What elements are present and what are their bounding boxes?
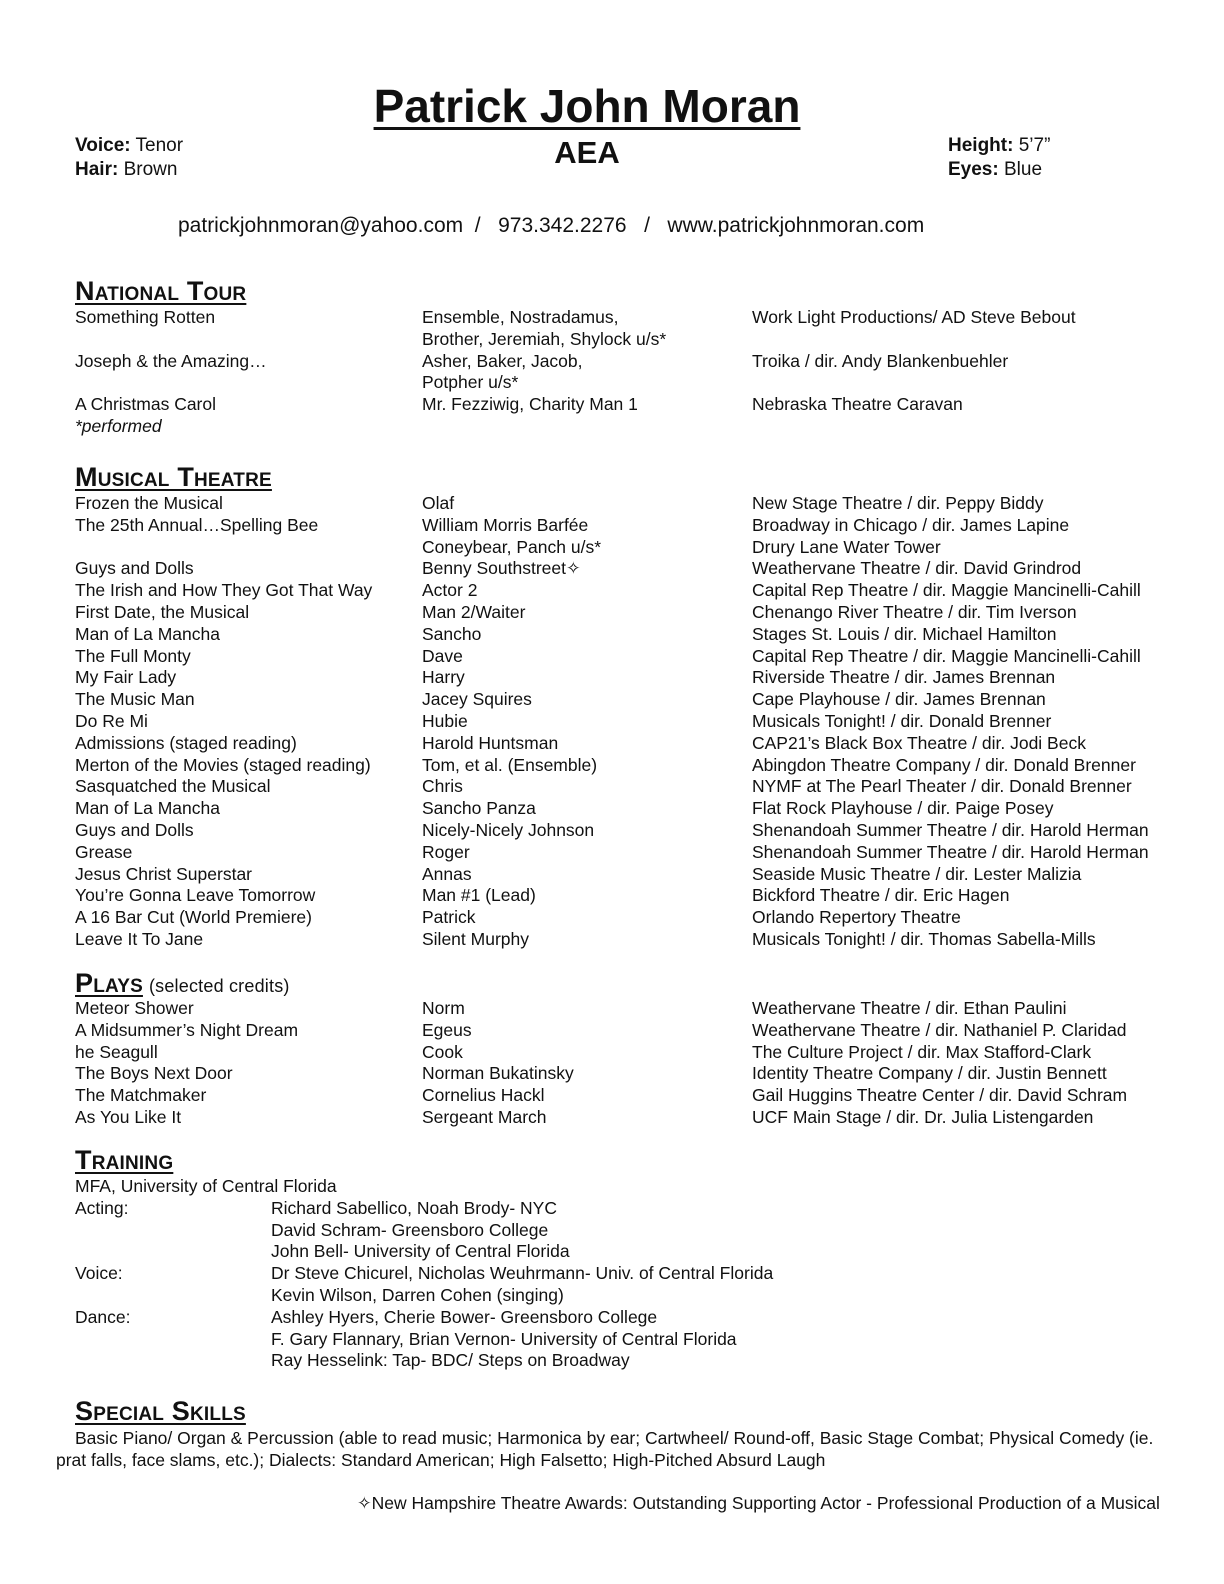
credit-show: Frozen the Musical	[75, 493, 223, 513]
table-row	[75, 1020, 1175, 1042]
credit-show: First Date, the Musical	[75, 601, 250, 622]
credit-show: The Full Monty	[75, 645, 191, 666]
credit-role: Jacey Squires	[422, 689, 532, 710]
table-row	[75, 842, 1175, 864]
credit-company: CAP21’s Black Box Theatre / dir. Jodi Beck	[752, 732, 1086, 753]
table-row	[75, 646, 1175, 668]
credit-show: Man of La Mancha	[75, 623, 220, 644]
credit-company: Capital Rep Theatre / dir. Maggie Mancinelli-Cahill	[752, 580, 1141, 601]
credit-role: Sergeant March	[422, 1106, 547, 1127]
training-label: Dance:	[75, 1306, 131, 1327]
credit-show: Guys and Dolls	[75, 558, 194, 579]
credit-show: he Seagull	[75, 1041, 158, 1062]
table-row	[75, 1042, 1175, 1064]
credit-role: Roger	[422, 841, 470, 862]
eyes-stat: Eyes: Blue	[948, 159, 1043, 180]
credit-show: Man of La Mancha	[75, 798, 220, 819]
stats-left	[75, 134, 183, 182]
training-row	[75, 1328, 737, 1351]
credit-show: Jesus Christ Superstar	[75, 863, 253, 884]
credit-show: Grease	[75, 841, 133, 862]
credit-show: My Fair Lady	[75, 667, 177, 688]
credit-company: Weathervane Theatre / dir. Nathaniel P. Claridad	[752, 1019, 1127, 1040]
credit-role: Harry	[422, 667, 465, 688]
credit-role: Olaf	[422, 493, 455, 513]
table-row	[75, 907, 1175, 929]
contact-line[interactable]: patrickjohnmoran@yahoo.com / 973.342.2276 / www.patrickjohnmoran.com	[178, 214, 925, 237]
credit-role: Egeus	[422, 1019, 472, 1040]
table-row	[75, 864, 1175, 886]
credit-company: New Stage Theatre / dir. Peppy Biddy	[752, 493, 1044, 513]
table-row	[75, 537, 1175, 559]
credit-company: Cape Playhouse / dir. James Brennan	[752, 689, 1046, 710]
table-row	[75, 558, 1175, 580]
credit-role: Actor 2	[422, 580, 478, 601]
training-heading: Training	[75, 1145, 174, 1175]
national-tour-list	[75, 307, 1175, 438]
training-value: F. Gary Flannary, Brian Vernon- University of Central Florida	[271, 1328, 737, 1349]
credit-role: Tom, et al. (Ensemble)	[422, 754, 598, 775]
credit-company: Drury Lane Water Tower	[752, 536, 941, 557]
table-row	[75, 1107, 1175, 1129]
training-degree: MFA, University of Central Florida	[75, 1176, 337, 1196]
special-skills-heading: Special Skills	[75, 1396, 246, 1426]
table-row	[75, 776, 1175, 798]
credit-role: William Morris Barfée	[422, 514, 589, 535]
credit-role: Cook	[422, 1041, 463, 1062]
credit-company: The Culture Project / dir. Max Stafford-Clark	[752, 1041, 1092, 1062]
table-row: A Christmas Carol *performed Mr. Fezziwig, Charity Man 1 Nebraska Theatre Caravan	[75, 394, 963, 436]
credit-show: Leave It To Jane	[75, 928, 204, 949]
training-value: David Schram- Greensboro College	[271, 1219, 549, 1240]
table-row	[75, 885, 1175, 907]
table-row	[75, 1063, 1175, 1085]
training-value: Ray Hesselink: Tap- BDC/ Steps on Broadway	[271, 1350, 630, 1371]
credit-role: Norm	[422, 998, 465, 1018]
credit-company: Musicals Tonight! / dir. Donald Brenner	[752, 710, 1052, 731]
stats-right	[948, 134, 1050, 182]
credit-show: The Matchmaker	[75, 1085, 207, 1106]
credit-show: A Midsummer’s Night Dream	[75, 1019, 299, 1040]
credit-show: Admissions (staged reading)	[75, 732, 297, 753]
table-row	[75, 711, 1175, 733]
credit-company: Flat Rock Playhouse / dir. Paige Posey	[752, 798, 1054, 819]
table-row	[75, 1085, 1175, 1107]
training-label: Voice:	[75, 1263, 123, 1284]
resume-name: Patrick John Moran	[373, 80, 801, 132]
hair-stat: Hair: Brown	[75, 159, 178, 180]
training-value: Kevin Wilson, Darren Cohen (singing)	[271, 1284, 564, 1305]
musical-theatre-list	[75, 493, 1175, 951]
credit-company: Orlando Repertory Theatre	[752, 907, 961, 928]
credit-role: Annas	[422, 863, 472, 884]
credit-role: Sancho	[422, 623, 482, 644]
credit-company: UCF Main Stage / dir. Dr. Julia Listengarden	[752, 1106, 1094, 1127]
table-row: Joseph & the Amazing… Asher, Baker, Jacob, Potpher u/s* Troika / dir. Andy Blankenbuehler	[75, 350, 1009, 393]
training-row	[75, 1219, 549, 1242]
credit-company: Bickford Theatre / dir. Eric Hagen	[752, 885, 1010, 906]
credit-show: A 16 Bar Cut (World Premiere)	[75, 907, 312, 928]
table-row	[75, 667, 1175, 689]
table-row	[75, 998, 1175, 1020]
table-row	[75, 798, 1175, 820]
credit-role: Nicely-Nicely Johnson	[422, 819, 595, 840]
credit-company: Musicals Tonight! / dir. Thomas Sabella-Mills	[752, 928, 1096, 949]
credit-company: Riverside Theatre / dir. James Brennan	[752, 667, 1056, 688]
training-label: Acting:	[75, 1197, 129, 1218]
training-row	[75, 1306, 658, 1329]
credit-role: Chris	[422, 776, 463, 797]
table-row	[75, 624, 1175, 646]
special-skills-text: Basic Piano/ Organ & Percussion (able to read music; Harmonica by ear; Cartwheel/ Round-off, Basic Stage Combat; Physical Comedy (ie. prat falls, face slams, etc.); Dialects: Standard American; High Falsetto; High-Pitched Absurd Laugh	[56, 1428, 1154, 1470]
training-row	[75, 1284, 564, 1307]
table-row	[75, 755, 1175, 777]
credit-show: You’re Gonna Leave Tomorrow	[75, 885, 316, 906]
credit-company: Capital Rep Theatre / dir. Maggie Mancinelli-Cahill	[752, 645, 1141, 666]
credit-company: Weathervane Theatre / dir. Ethan Paulini	[752, 998, 1067, 1018]
credit-company: Abingdon Theatre Company / dir. Donald Brenner	[752, 754, 1136, 775]
table-row	[75, 580, 1175, 602]
credit-role: Benny Southstreet✧	[422, 558, 581, 579]
credit-role: Coneybear, Panch u/s*	[422, 536, 602, 557]
training-row	[75, 1241, 570, 1263]
credit-role: Hubie	[422, 710, 468, 731]
credit-role: Sancho Panza	[422, 798, 536, 819]
credit-company: Shenandoah Summer Theatre / dir. Harold Herman	[752, 819, 1149, 840]
credit-show: The Boys Next Door	[75, 1063, 233, 1084]
credit-show: The 25th Annual…Spelling Bee	[75, 514, 319, 535]
credit-show: Sasquatched the Musical	[75, 776, 271, 797]
voice-stat: Voice: Tenor	[75, 135, 184, 156]
credit-company: Shenandoah Summer Theatre / dir. Harold Herman	[752, 841, 1149, 862]
credit-company: Chenango River Theatre / dir. Tim Iverson	[752, 601, 1077, 622]
training-row	[75, 1350, 630, 1372]
musical-theatre-heading: Musical Theatre	[75, 462, 272, 492]
credit-company: NYMF at The Pearl Theater / dir. Donald Brenner	[752, 776, 1132, 797]
training-value: Ashley Hyers, Cherie Bower- Greensboro College	[271, 1306, 658, 1327]
training-value: John Bell- University of Central Florida	[271, 1241, 570, 1262]
table-row	[75, 689, 1175, 711]
credit-company: Gail Huggins Theatre Center / dir. David Schram	[752, 1085, 1128, 1106]
credit-show: Merton of the Movies (staged reading)	[75, 754, 371, 775]
plays-note: (selected credits)	[148, 976, 290, 996]
credit-show: The Music Man	[75, 689, 195, 710]
training-value: Richard Sabellico, Noah Brody- NYC	[271, 1197, 557, 1218]
credit-company: Broadway in Chicago / dir. James Lapine	[752, 514, 1070, 535]
credit-role: Norman Bukatinsky	[422, 1063, 574, 1084]
plays-heading: Plays (selected credits)	[75, 967, 290, 1002]
credit-role: Silent Murphy	[422, 928, 529, 949]
credit-role: Man 2/Waiter	[422, 601, 526, 622]
credit-show: The Irish and How They Got That Way	[75, 580, 373, 601]
credit-show: Do Re Mi	[75, 710, 148, 731]
credit-role: Harold Huntsman	[422, 732, 559, 753]
training-value: Dr Steve Chicurel, Nicholas Weuhrmann- Univ. of Central Florida	[271, 1263, 774, 1284]
credit-company: Stages St. Louis / dir. Michael Hamilton	[752, 623, 1057, 644]
union-affiliation: AEA	[554, 135, 620, 170]
table-row	[75, 515, 1175, 537]
table-row	[75, 493, 1175, 515]
plays-list	[75, 998, 1175, 1129]
credit-role: Dave	[422, 645, 463, 666]
training-row	[75, 1263, 774, 1285]
credit-company: Seaside Music Theatre / dir. Lester Malizia	[752, 863, 1082, 884]
table-row	[75, 602, 1175, 624]
training-list	[75, 1176, 774, 1372]
credit-company: Identity Theatre Company / dir. Justin Bennett	[752, 1063, 1107, 1084]
award-footnote: ✧New Hampshire Theatre Awards: Outstanding Supporting Actor - Professional Production of a Musical	[357, 1493, 1160, 1513]
credit-role: Man #1 (Lead)	[422, 885, 536, 906]
table-row	[75, 929, 1175, 951]
credit-role: Patrick	[422, 907, 476, 928]
training-row	[75, 1197, 557, 1220]
table-row	[75, 820, 1175, 842]
table-row: Something Rotten Ensemble, Nostradamus, Brother, Jeremiah, Shylock u/s* Work Light Productions/ AD Steve Bebout	[75, 307, 1076, 349]
credit-show: As You Like It	[75, 1106, 182, 1127]
credit-show: Guys and Dolls	[75, 819, 194, 840]
table-row	[75, 733, 1175, 755]
national-tour-heading: National Tour	[75, 276, 247, 306]
credit-show: Meteor Shower	[75, 998, 194, 1018]
height-stat: Height: 5’7”	[948, 135, 1051, 156]
credit-company: Weathervane Theatre / dir. David Grindrod	[752, 558, 1082, 579]
credit-role: Cornelius Hackl	[422, 1085, 545, 1106]
